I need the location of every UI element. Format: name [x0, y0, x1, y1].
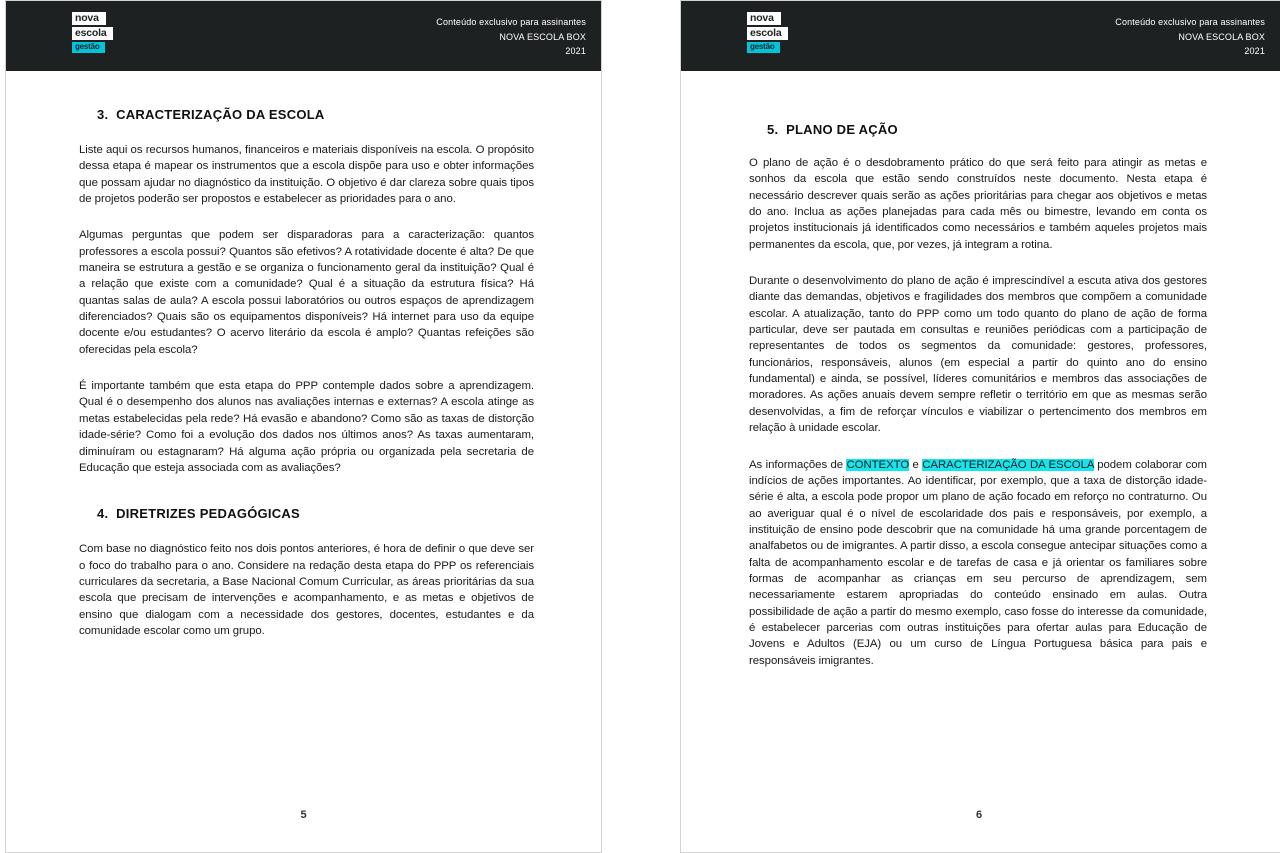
- highlight-para-mid: e: [909, 458, 923, 471]
- header-meta-line-subscribers: Conteúdo exclusivo para assinantes: [436, 17, 586, 27]
- paragraph-caracterizacao-3: É importante também que esta etapa do PPP contemple dados sobre a aprendizagem. Qual é o desempenho dos alunos nas avaliações internas e externas? A escola atinge as metas estabelecidas pela rede? Há evasão e abandono? Como são as taxas de distorção idade-série? Como foi a evolução dos dados nos últimos anos? As taxas aumentaram, diminuíram ou estagnaram? Há alguma ação própria ou organizada pela secretaria de Educação que esteja associada com as avaliações?: [79, 380, 534, 474]
- highlight-contexto: CONTEXTO: [846, 458, 910, 471]
- header-meta-right: [1115, 15, 1265, 59]
- logo-text-nova: nova: [747, 12, 781, 25]
- paragraph-caracterizacao-2: Algumas perguntas que podem ser disparadoras para a caracterização: quantos professores a escola possui? Quantos são efetivos? A rotatividade docente é alta? De que maneira se estrutura a gestão e se organiza o funcionamento geral da instituição? Qual é a relação que existe com a comunidade? Qual é a situação da estrutura física? Há quantas salas de aula? A escola possui laboratórios ou outros espaços de aprendizagem diferenciados? Quais são os equipamentos disponíveis? Há internet para uso da equipe docente e/ou estudantes? O acervo literário da escola é amplo? Quantas refeições são oferecidas pela escola?: [79, 229, 534, 356]
- page-header-left: [6, 1, 601, 71]
- section-heading-diretrizes: 4. DIRETRIZES PEDAGÓGICAS: [97, 506, 300, 522]
- header-meta-line-year: 2021: [565, 46, 586, 56]
- page-body-right: [681, 71, 1280, 669]
- paragraph-plano-2: Durante o desenvolvimento do plano de ação é imprescindível a escuta ativa dos gestores diante das demandas, objetivos e fragilidades dos membros que compõem a comunidade escolar. A atualização, tanto do PPP como um todo quanto do plano de ação de forma particular, deve ser pautada em consultas e reuniões periódicas com a participação de representantes de todos os segmentos da comunidade: gestores, professores, funcionários, responsáveis, alunos (em especial a partir do quinto ano do ensino fundamental) e ainda, se possível, líderes comunitários e membros das associações de moradores. As ações anuais devem sempre refletir o território em que as mesmas serão desenvolvidas, a fim de reforçar vínculos e viabilizar o pertencimento dos membros em relação à unidade escolar.: [749, 275, 1207, 435]
- logo-text-nova: nova: [72, 12, 106, 25]
- header-meta-line-product: NOVA ESCOLA BOX: [1178, 31, 1265, 42]
- document-page-left: [5, 0, 602, 853]
- header-meta-left: [436, 15, 586, 59]
- nova-escola-logo: [72, 12, 120, 55]
- logo-badge-gestao: gestão: [72, 42, 105, 53]
- page-number-left: 5: [300, 809, 307, 821]
- header-meta-line-product: NOVA ESCOLA BOX: [499, 31, 586, 42]
- paragraph-diretrizes-1: Com base no diagnóstico feito nos dois pontos anteriores, é hora de definir o que deve ser o foco do trabalho para o ano. Considere na redação desta etapa do PPP os referenciais curriculares da secretaria, a Base Nacional Comum Curricular, as áreas prioritárias da sua escola que precisam de intervenções e acompanhamento, e as metas e objetivos de ensino que dialogam com a necessidade dos gestores, docentes, estudantes e da comunidade escolar como um grupo.: [79, 543, 534, 637]
- header-meta-line-year: 2021: [1244, 46, 1265, 56]
- paragraph-plano-1: O plano de ação é o desdobramento prático do que será feito para atingir as metas e sonhos da escola que estão sendo construídos neste documento. Nesta etapa é necessário descrever quais serão as ações prioritárias para chegar aos objetivos e metas do ano. Inclua as ações planejadas para cada mês ou bimestre, levando em conta os projetos institucionais já identificados como necessários e também aqueles projetos mais permanentes da escola, que, por vezes, já integram a rotina.: [749, 157, 1207, 251]
- page-body-left: [6, 71, 601, 639]
- section-heading-plano-de-acao: 5. PLANO DE AÇÃO: [767, 122, 898, 137]
- highlight-para-prefix: As informações de: [749, 458, 847, 471]
- section-heading-caracterizacao: 3. CARACTERIZAÇÃO DA ESCOLA: [97, 107, 325, 122]
- logo-text-escola: escola: [747, 27, 788, 40]
- header-meta-line-subscribers: Conteúdo exclusivo para assinantes: [1115, 17, 1265, 27]
- logo-text-escola: escola: [72, 27, 113, 40]
- page-header-right: [681, 1, 1280, 71]
- document-page-right: [680, 0, 1280, 853]
- highlight-para-suffix: podem colaborar com indícios de ações importantes. Ao identificar, por exemplo, que a taxa de distorção idade-série é alta, a escola pode propor um plano de ação focado em reforço no contraturno. Ou ao averiguar qual é o nível de escolaridade dos pais e responsáveis, por exemplo, a instituição de ensino pode descobrir que na comunidade há uma grande porcentagem de analfabetos ou de imigrantes. A partir disso, a escola consegue antecipar situações como a falta de acompanhamento escolar e de tarefas de casa e já orientar os familiares sobre formas de acompanhar as crianças em seu percurso de aprendizagem, sem necessariamente estarem apropriadas do conteúdo ensinado em aulas. Outra possibilidade de ação a partir do mesmo exemplo, caso fosse do interesse da comunidade, é estabelecer parcerias com outras instituições para ofertar aulas para Educação de Jovens e Adultos (EJA) ou um curso de Língua Portuguesa básica para pais e responsáveis imigrantes.: [749, 458, 1207, 667]
- nova-escola-logo: [747, 12, 795, 55]
- paragraph-plano-3-highlighted: [749, 457, 1207, 669]
- paragraph-caracterizacao-1: Liste aqui os recursos humanos, financeiros e materiais disponíveis na escola. O propósito dessa etapa é mapear os instrumentos que a escola dispõe para uso e obter informações que possam ajudar no diagnóstico da instituição. O objetivo é dar clareza sobre quais tipos de projetos poderão ser propostos e estabelecer as prioridades para o ano.: [79, 144, 534, 206]
- section-spacer: [79, 496, 534, 506]
- page-number-right: 6: [975, 809, 983, 821]
- highlight-caracterizacao-da-escola: CARACTERIZAÇÃO DA ESCOLA: [922, 458, 1094, 471]
- logo-badge-gestao: gestão: [747, 42, 780, 53]
